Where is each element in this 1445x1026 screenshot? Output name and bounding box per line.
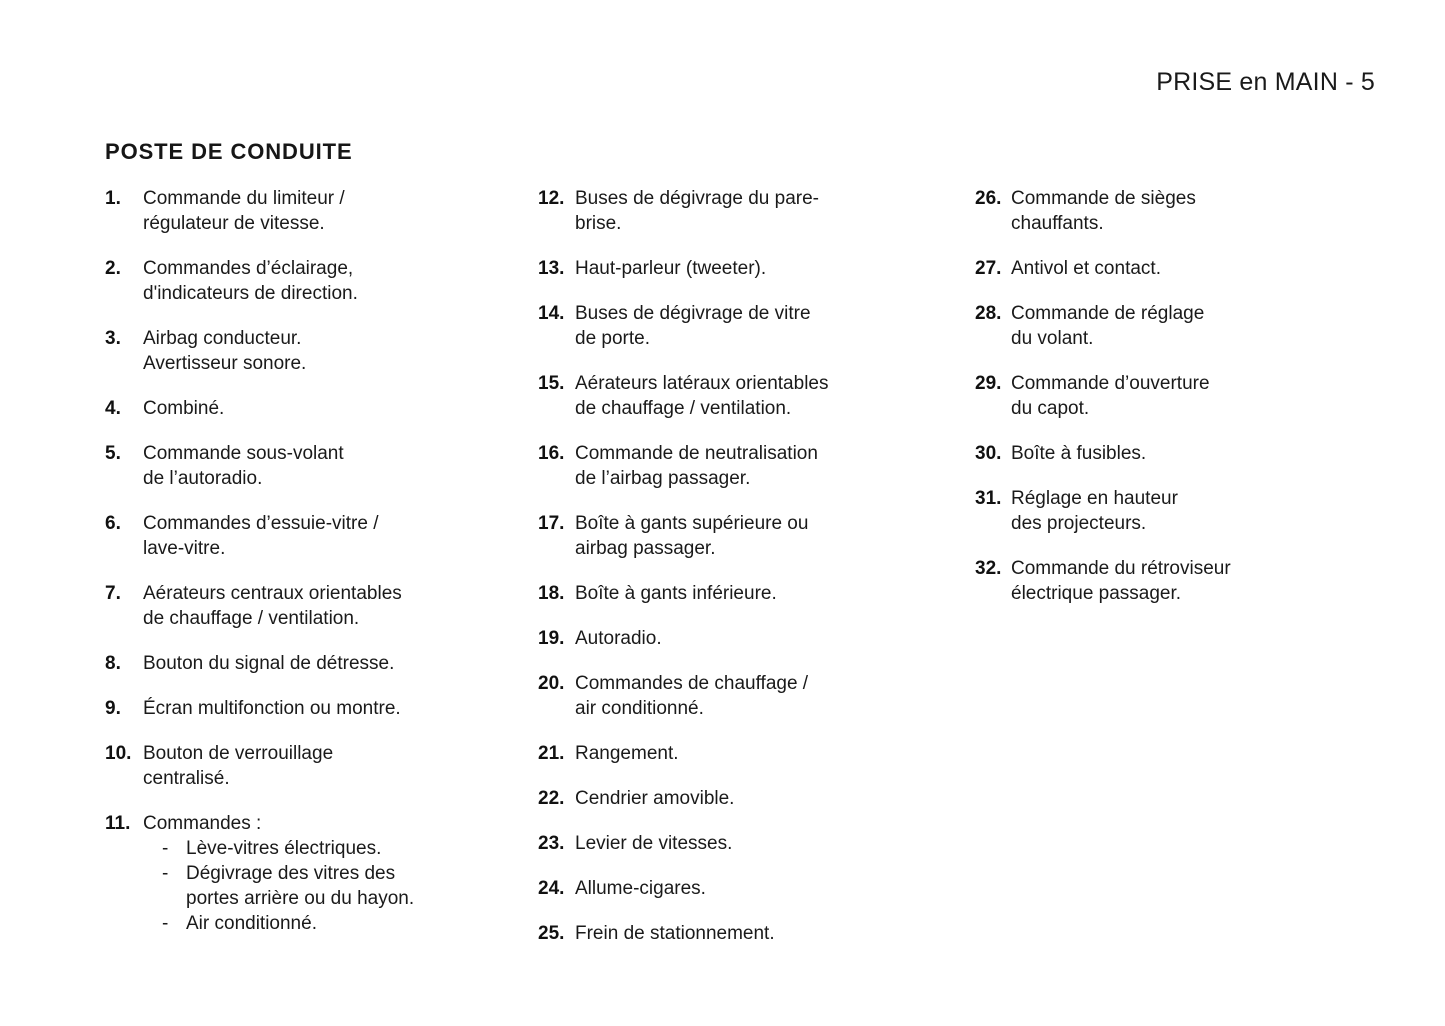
legend-item bbox=[975, 186, 1375, 236]
legend-sub-line: Dégivrage des vitres des bbox=[186, 863, 396, 884]
legend-item bbox=[975, 556, 1375, 606]
legend-column-3 bbox=[975, 186, 1375, 606]
running-head: PRISE en MAIN - 5 bbox=[1156, 68, 1375, 96]
legend-item bbox=[538, 786, 928, 811]
legend-item-line: Commande sous-volant bbox=[143, 443, 344, 464]
legend-item-line: de chauffage / ventilation. bbox=[575, 398, 792, 419]
legend-column-1 bbox=[105, 186, 495, 936]
legend-item-line: d'indicateurs de direction. bbox=[143, 283, 358, 304]
legend-item bbox=[975, 301, 1375, 351]
legend-item-line: Buses de dégivrage de vitre bbox=[575, 303, 811, 324]
legend-item-number: 6. bbox=[105, 513, 121, 534]
legend-sub-item bbox=[162, 836, 495, 861]
legend-item-number: 23. bbox=[538, 833, 565, 854]
legend-item-line: Boîte à fusibles. bbox=[1011, 443, 1147, 464]
legend-item-line: Antivol et contact. bbox=[1011, 258, 1161, 279]
legend-item-line: Airbag conducteur. bbox=[143, 328, 302, 349]
legend-item-body bbox=[143, 651, 495, 676]
legend-item bbox=[538, 876, 928, 901]
legend-item-number: 20. bbox=[538, 673, 565, 694]
legend-item bbox=[538, 921, 928, 946]
legend-item bbox=[975, 371, 1375, 421]
legend-item bbox=[975, 441, 1375, 466]
legend-item-body bbox=[143, 511, 495, 561]
legend-item-body bbox=[143, 741, 495, 791]
legend-item-line: Commandes d’éclairage, bbox=[143, 258, 354, 279]
legend-item-line: Commande de neutralisation bbox=[575, 443, 818, 464]
legend-item-line: Boîte à gants supérieure ou bbox=[575, 513, 809, 534]
legend-item-body bbox=[143, 581, 495, 631]
legend-item-body bbox=[143, 696, 495, 721]
legend-item-line: du capot. bbox=[1011, 398, 1090, 419]
legend-item bbox=[538, 371, 928, 421]
legend-item-line: Commande du limiteur / bbox=[143, 188, 345, 209]
legend-item-line: airbag passager. bbox=[575, 538, 716, 559]
legend-item-line: des projecteurs. bbox=[1011, 513, 1147, 534]
legend-item-number: 32. bbox=[975, 558, 1002, 579]
legend-item bbox=[105, 186, 495, 236]
legend-item-line: Bouton du signal de détresse. bbox=[143, 653, 395, 674]
legend-item-body bbox=[143, 186, 495, 236]
legend-item-number: 25. bbox=[538, 923, 565, 944]
legend-item-line: Commandes de chauffage / bbox=[575, 673, 809, 694]
legend-sub-dash: - bbox=[162, 863, 169, 884]
legend-item bbox=[538, 441, 928, 491]
legend-item-line: chauffants. bbox=[1011, 213, 1104, 234]
legend-item-line: Avertisseur sonore. bbox=[143, 353, 307, 374]
legend-item bbox=[105, 441, 495, 491]
legend-item-number: 26. bbox=[975, 188, 1002, 209]
legend-item-body bbox=[575, 786, 928, 811]
legend-item-body bbox=[575, 921, 928, 946]
legend-item bbox=[538, 581, 928, 606]
legend-item-number: 27. bbox=[975, 258, 1002, 279]
legend-item-number: 21. bbox=[538, 743, 565, 764]
legend-item-body bbox=[575, 876, 928, 901]
legend-item-line: Frein de stationnement. bbox=[575, 923, 775, 944]
legend-item-line: lave-vitre. bbox=[143, 538, 226, 559]
legend-item-line: de l’airbag passager. bbox=[575, 468, 751, 489]
legend-item-body bbox=[1011, 371, 1375, 421]
legend-item-line: Autoradio. bbox=[575, 628, 662, 649]
legend-item-body bbox=[143, 396, 495, 421]
legend-item-body bbox=[575, 256, 928, 281]
legend-item bbox=[105, 741, 495, 791]
legend-item bbox=[538, 256, 928, 281]
legend-item bbox=[975, 256, 1375, 281]
page-title: POSTE DE CONDUITE bbox=[105, 139, 353, 164]
legend-item-line: Allume-cigares. bbox=[575, 878, 706, 899]
legend-item-number: 16. bbox=[538, 443, 565, 464]
legend-item-line: de l’autoradio. bbox=[143, 468, 263, 489]
legend-item-body bbox=[575, 511, 928, 561]
legend-item-line: Buses de dégivrage du pare- bbox=[575, 188, 819, 209]
legend-item-line: Écran multifonction ou montre. bbox=[143, 698, 401, 719]
legend-item-line: régulateur de vitesse. bbox=[143, 213, 325, 234]
legend-item bbox=[538, 301, 928, 351]
legend-item-number: 13. bbox=[538, 258, 565, 279]
legend-sub-line: Lève-vitres électriques. bbox=[186, 838, 382, 859]
legend-item bbox=[538, 671, 928, 721]
legend-item-body bbox=[143, 256, 495, 306]
legend-item bbox=[975, 486, 1375, 536]
legend-item-number: 8. bbox=[105, 653, 121, 674]
legend-item-body bbox=[1011, 441, 1375, 466]
legend-item-line: Haut-parleur (tweeter). bbox=[575, 258, 767, 279]
legend-sub-dash: - bbox=[162, 838, 169, 859]
legend-item bbox=[538, 831, 928, 856]
legend-item-number: 11. bbox=[105, 813, 131, 834]
legend-sublist bbox=[143, 836, 495, 936]
legend-item-number: 7. bbox=[105, 583, 121, 604]
legend-item-body bbox=[1011, 301, 1375, 351]
legend-sub-line: portes arrière ou du hayon. bbox=[186, 888, 415, 909]
legend-item-number: 24. bbox=[538, 878, 565, 899]
legend-item-line: Rangement. bbox=[575, 743, 679, 764]
legend-item-body bbox=[575, 741, 928, 766]
legend-item-number: 22. bbox=[538, 788, 565, 809]
legend-item-body bbox=[575, 186, 928, 236]
legend-item-body bbox=[143, 811, 495, 936]
legend-item-line: air conditionné. bbox=[575, 698, 704, 719]
legend-item-number: 29. bbox=[975, 373, 1002, 394]
legend-item-number: 12. bbox=[538, 188, 565, 209]
legend-item-line: Commande du rétroviseur bbox=[1011, 558, 1231, 579]
legend-item-body bbox=[143, 441, 495, 491]
legend-sub-item bbox=[162, 911, 495, 936]
legend-item-body bbox=[1011, 256, 1375, 281]
legend-item-line: centralisé. bbox=[143, 768, 230, 789]
legend-column-2 bbox=[538, 186, 928, 946]
legend-sub-item bbox=[162, 861, 495, 911]
legend-sub-body bbox=[186, 836, 495, 861]
legend-item-line: brise. bbox=[575, 213, 622, 234]
legend-item-number: 1. bbox=[105, 188, 121, 209]
legend-item-body bbox=[1011, 186, 1375, 236]
legend-item-line: de porte. bbox=[575, 328, 650, 349]
legend-item-line: Cendrier amovible. bbox=[575, 788, 735, 809]
legend-item bbox=[538, 186, 928, 236]
legend-item bbox=[105, 811, 495, 936]
legend-item-number: 17. bbox=[538, 513, 565, 534]
legend-item-body bbox=[575, 581, 928, 606]
legend-item-number: 9. bbox=[105, 698, 121, 719]
legend-item-line: Réglage en hauteur bbox=[1011, 488, 1178, 509]
legend-item bbox=[105, 696, 495, 721]
legend-item bbox=[105, 396, 495, 421]
legend-item-line: Commande de sièges bbox=[1011, 188, 1196, 209]
legend-item-body bbox=[575, 671, 928, 721]
legend-item-number: 3. bbox=[105, 328, 121, 349]
legend-item-body bbox=[575, 371, 928, 421]
legend-item-body bbox=[575, 626, 928, 651]
legend-item-number: 2. bbox=[105, 258, 121, 279]
legend-item-number: 18. bbox=[538, 583, 565, 604]
legend-item-number: 4. bbox=[105, 398, 121, 419]
legend-item-line: Aérateurs latéraux orientables bbox=[575, 373, 829, 394]
legend-item-number: 31. bbox=[975, 488, 1002, 509]
legend-item-number: 19. bbox=[538, 628, 565, 649]
legend-item-number: 28. bbox=[975, 303, 1002, 324]
legend-item-body bbox=[575, 831, 928, 856]
legend-item-number: 30. bbox=[975, 443, 1002, 464]
legend-item-body bbox=[575, 301, 928, 351]
legend-item-number: 15. bbox=[538, 373, 565, 394]
legend-item-body bbox=[575, 441, 928, 491]
legend-item-line: électrique passager. bbox=[1011, 583, 1182, 604]
legend-item-line: Combiné. bbox=[143, 398, 225, 419]
legend-sub-dash: - bbox=[162, 913, 169, 934]
legend-item-line: Commande de réglage bbox=[1011, 303, 1205, 324]
legend-item-number: 14. bbox=[538, 303, 565, 324]
legend-item-line: Bouton de verrouillage bbox=[143, 743, 334, 764]
legend-item-line: du volant. bbox=[1011, 328, 1094, 349]
legend-item-body bbox=[1011, 486, 1375, 536]
legend-item bbox=[105, 581, 495, 631]
legend-item-line: Commandes d’essuie-vitre / bbox=[143, 513, 379, 534]
legend-item bbox=[105, 256, 495, 306]
legend-item bbox=[105, 651, 495, 676]
legend-item-line: Levier de vitesses. bbox=[575, 833, 733, 854]
legend-item-line: Aérateurs centraux orientables bbox=[143, 583, 402, 604]
legend-item bbox=[538, 511, 928, 561]
legend-item-line: Commandes : bbox=[143, 813, 262, 834]
legend-item bbox=[105, 326, 495, 376]
legend-sub-body bbox=[186, 911, 495, 936]
legend-item-line: Commande d’ouverture bbox=[1011, 373, 1210, 394]
legend-item bbox=[538, 741, 928, 766]
legend-item-number: 10. bbox=[105, 743, 132, 764]
legend-item-number: 5. bbox=[105, 443, 121, 464]
legend-item-body bbox=[1011, 556, 1375, 606]
legend-sub-line: Air conditionné. bbox=[186, 913, 317, 934]
legend-item-body bbox=[143, 326, 495, 376]
legend-item-line: de chauffage / ventilation. bbox=[143, 608, 360, 629]
legend-item-line: Boîte à gants inférieure. bbox=[575, 583, 777, 604]
legend-item bbox=[538, 626, 928, 651]
legend-item bbox=[105, 511, 495, 561]
legend-sub-body bbox=[186, 861, 495, 911]
